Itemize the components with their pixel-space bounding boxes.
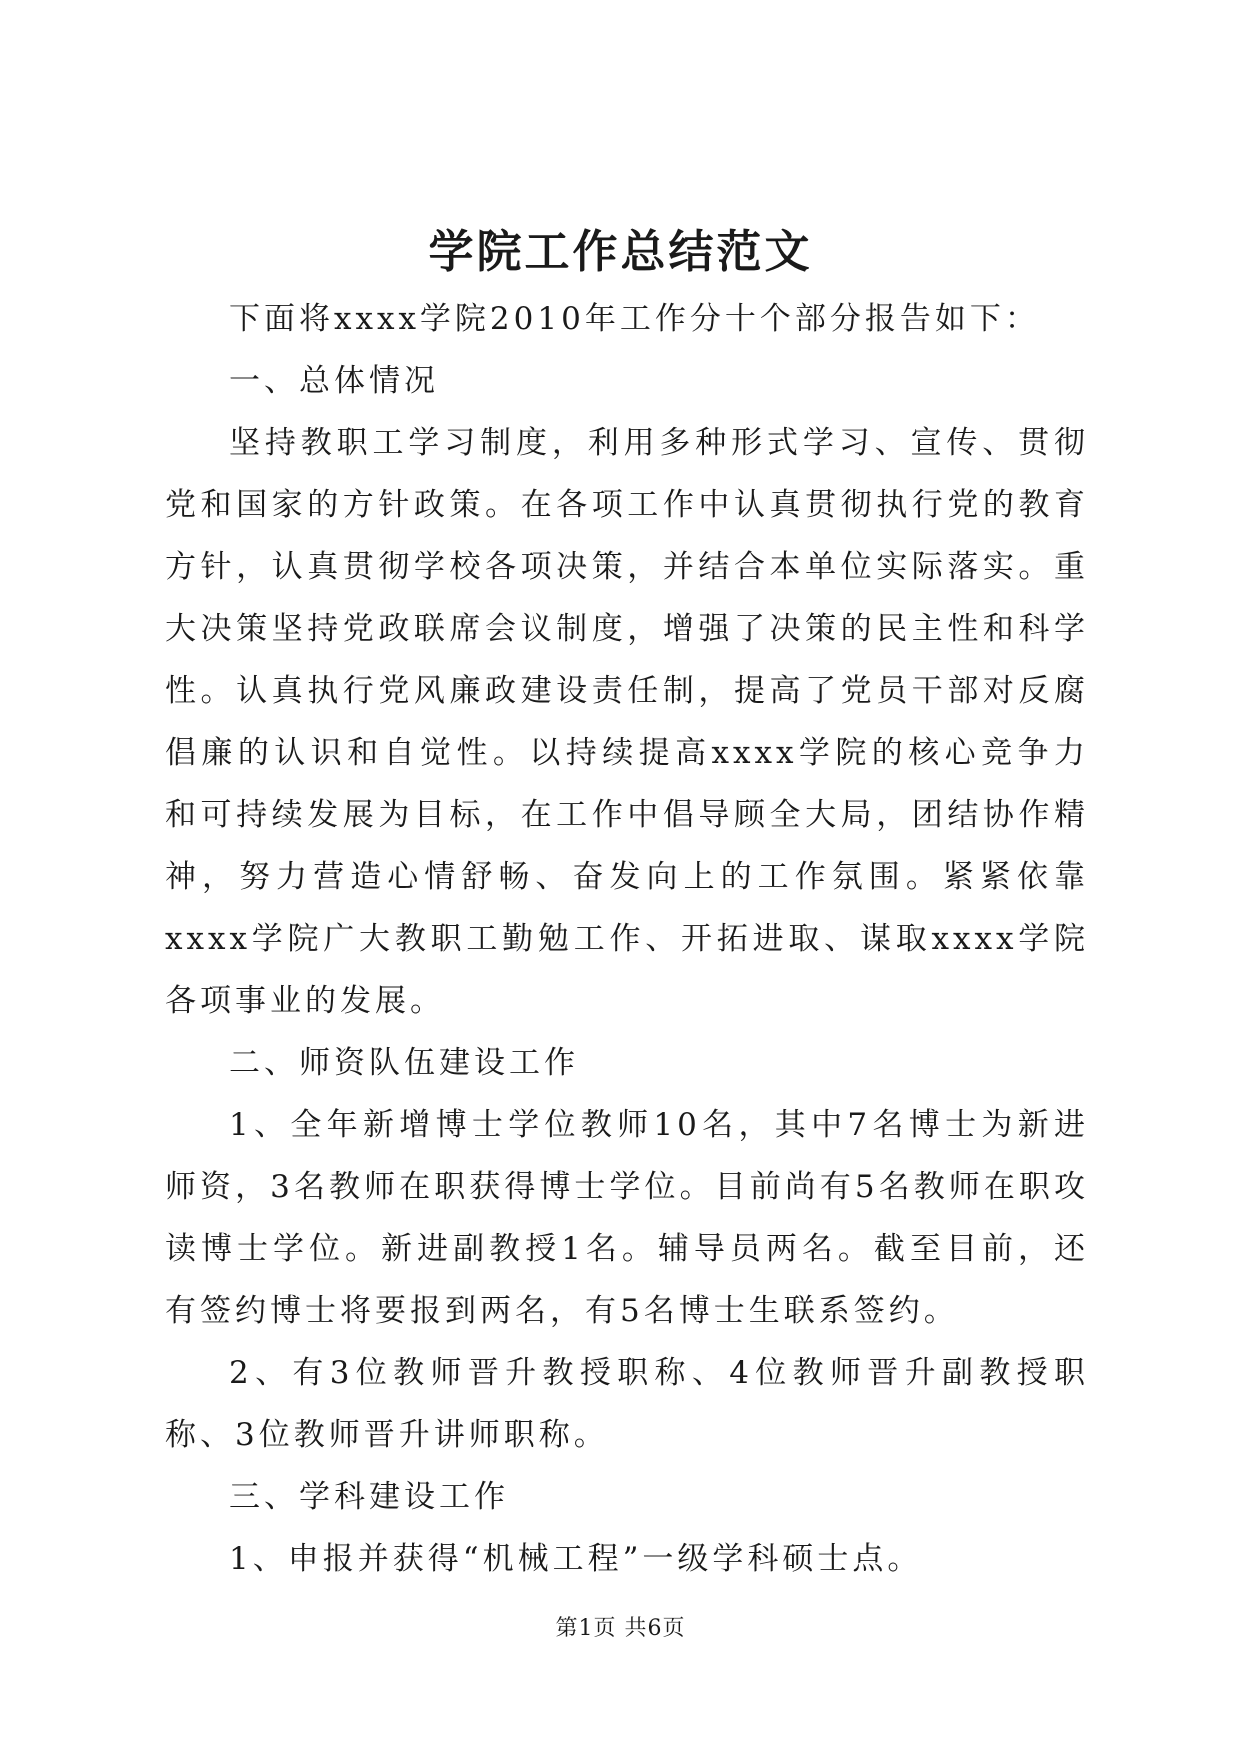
paragraph-faculty-1: 1、全年新增博士学位教师10名，其中7名博士为新进师资，3名教师在职获得博士学位。目前尚有5名教师在职攻读博士学位。新进副教授1名。辅导员两名。截至目前，还有签约博士将要报到两名，有5名博士生联系签约。: [165, 1107, 1089, 1329]
paragraph-overview: 坚持教职工学习制度，利用多种形式学习、宣传、贯彻党和国家的方针政策。在各项工作中认真贯彻执行党的教育方针，认真贯彻学校各项决策，并结合本单位实际落实。重大决策坚持党政联席会议制度，增强了决策的民主性和科学性。认真执行党风廉政建设责任制，提高了党员干部对反腐倡廉的认识和自觉性。以持续提高xxxx学院的核心竞争力和可持续发展为目标，在工作中倡导顾全大局，团结协作精神，努力营造心情舒畅、奋发向上的工作氛围。紧紧依靠xxxx学院广大教职工勤勉工作、开拓进取、谋取xxxx学院各项事业的发展。: [165, 425, 1089, 1019]
paragraph-faculty-2: 2、有3位教师晋升教授职称、4位教师晋升副教授职称、3位教师晋升讲师职称。: [165, 1355, 1089, 1453]
section-heading-1: 一、总体情况: [229, 363, 439, 399]
section-heading-2: 二、师资队伍建设工作: [229, 1045, 579, 1081]
paragraph-discipline-1: 1、申报并获得“机械工程”一级学科硕士点。: [229, 1541, 923, 1577]
document-title: 学院工作总结范文: [428, 225, 813, 278]
section-heading-3: 三、学科建设工作: [229, 1479, 509, 1515]
page-footer: 第1页 共6页: [555, 1616, 686, 1641]
paragraph-intro: 下面将xxxx学院2010年工作分十个部分报告如下：: [229, 301, 1040, 337]
document-body: [165, 288, 1089, 1590]
